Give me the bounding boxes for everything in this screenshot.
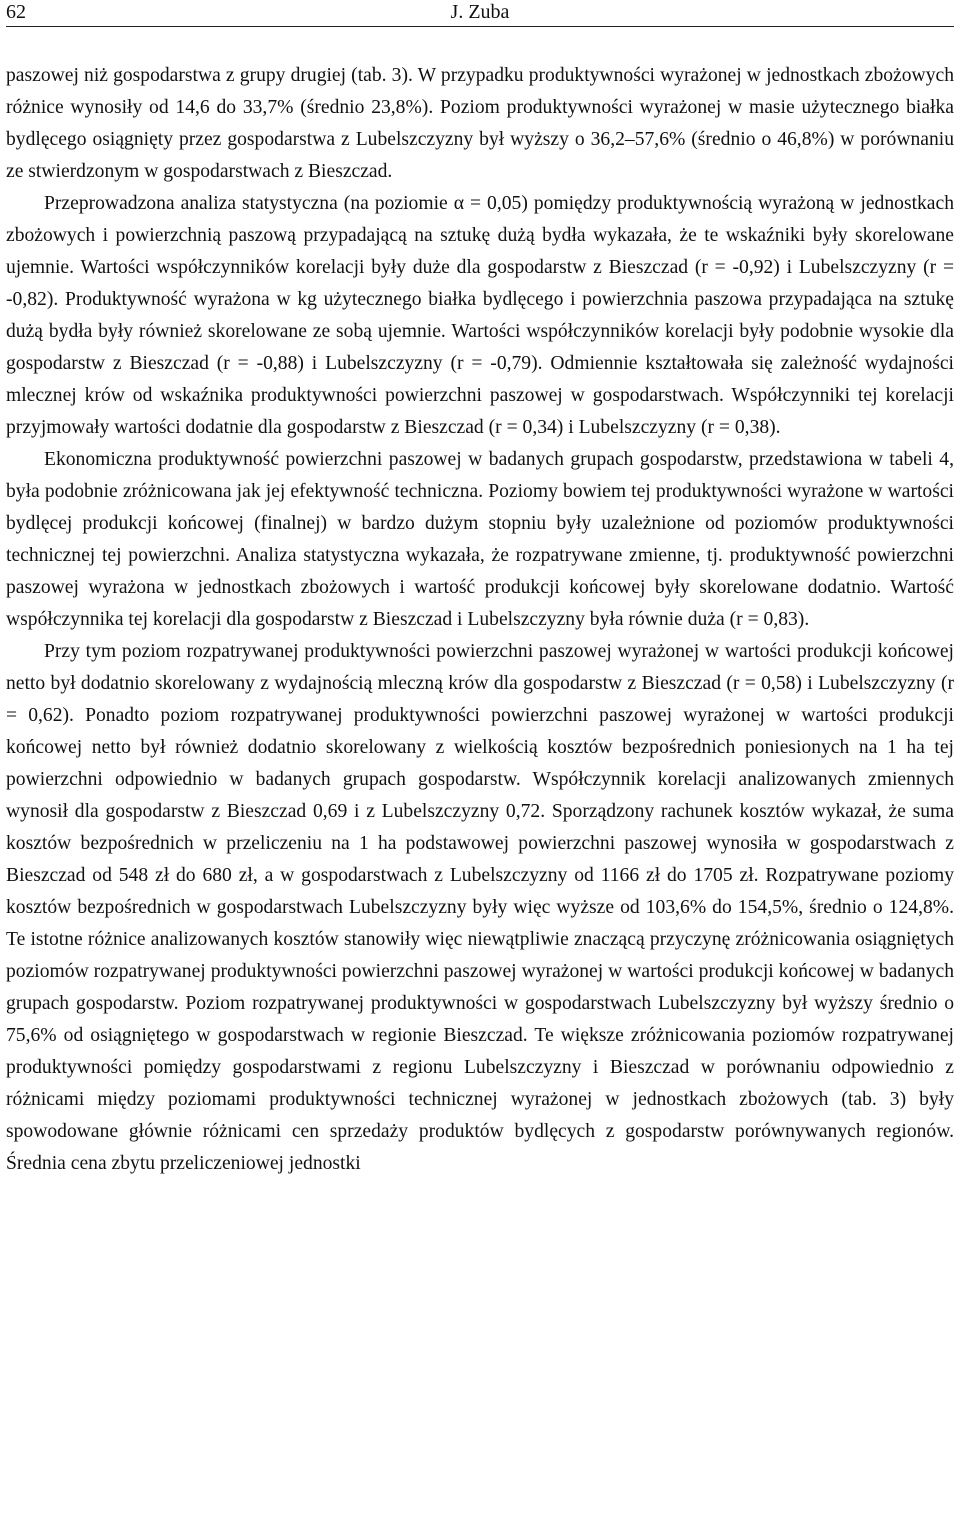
- paragraph-3: Ekonomiczna produktywność powierzchni paszowej w badanych grupach gospodarstw, przedstawiona w tabeli 4, była podobnie zróżnicowana jak jej efektywność techniczna. Poziomy bowiem tej produktywności wyrażone w wartości bydlęcej produkcji końcowej (finalnej) w bardzo dużym stopniu były uzależnione od poziomów produktywności technicznej tej powierzchni. Analiza statystyczna wykazała, że rozpatrywane zmienne, tj. produktywność powierzchni paszowej wyrażona w jednostkach zbożowych i wartość produkcji końcowej były skorelowane dodatnio. Wartość współczynnika tej korelacji dla gospodarstw z Bieszczad i Lubelszczyzny była równie duża (r = 0,83).: [6, 449, 954, 630]
- body-text: [6, 60, 954, 1180]
- page-header: [6, 0, 954, 27]
- paragraph-1: paszowej niż gospodarstwa z grupy drugiej (tab. 3). W przypadku produktywności wyrażonej w jednostkach zbożowych różnice wynosiły od 14,6 do 33,7% (średnio 23,8%). Poziom produktywności wyrażonej w masie użytecznego białka bydlęcego osiągnięty przez gospodarstwa z Lubelszczyzny był wyższy o 36,2–57,6% (średnio o 46,8%) w porównaniu ze stwierdzonym w gospodarstwach z Bieszczad.: [6, 65, 954, 182]
- paragraph-4: Przy tym poziom rozpatrywanej produktywności powierzchni paszowej wyrażonej w wartości produkcji końcowej netto był dodatnio skorelowany z wydajnością mleczną krów dla gospodarstw z Bieszczad (r = 0,58) i Lubelszczyzny (r = 0,62). Ponadto poziom rozpatrywanej produktywności powierzchni paszowej wyrażonej w wartości produkcji końcowej netto był również dodatnio skorelowany z wielkością kosztów bezpośrednich poniesionych na 1 ha tej powierzchni odpowiednio w badanych grupach gospodarstw. Współczynnik korelacji analizowanych zmiennych wynosił dla gospodarstw z Bieszczad 0,69 i z Lubelszczyzny 0,72. Sporządzony rachunek kosztów wykazał, że suma kosztów bezpośrednich w przeliczeniu na 1 ha podstawowej powierzchni paszowej wynosiła w gospodarstwach z Bieszczad od 548 zł do 680 zł, a w gospodarstwach z Lubelszczyzny od 1166 zł do 1705 zł. Rozpatrywane poziomy kosztów bezpośrednich w gospodarstwach Lubelszczyzny były więc wyższe od 103,6% do 154,5%, średnio o 124,8%. Te istotne różnice analizowanych kosztów stanowiły więc niewątpliwie znaczącą przyczynę zróżnicowania osiągniętych poziomów rozpatrywanej produktywności powierzchni paszowej wyrażonej w wartości produkcji końcowej w badanych grupach gospodarstw. Poziom rozpatrywanej produktywności w gospodarstwach Lubelszczyzny był wyższy średnio o 75,6% od osiągniętego w gospodarstwach w regionie Bieszczad. Te większe zróżnicowania poziomów rozpatrywanej produktywności pomiędzy gospodarstwami z regionu Lubelszczyzny i Bieszczad w porównaniu odpowiednio z różnicami między poziomami produktywności technicznej wyrażonej w jednostkach zbożowych (tab. 3) były spowodowane głównie różnicami cen sprzedaży produktów bydlęcych z gospodarstw porównywanych regionów. Średnia cena zbytu przeliczeniowej jednostki: [6, 641, 954, 1174]
- running-head: J. Zuba: [450, 1, 510, 23]
- page-number: 62: [6, 1, 26, 23]
- paragraph-2: Przeprowadzona analiza statystyczna (na poziomie α = 0,05) pomiędzy produktywnością wyrażoną w jednostkach zbożowych i powierzchnią paszową przypadającą na sztukę dużą bydła wykazała, że te wskaźniki były skorelowane ujemnie. Wartości współczynników korelacji były duże dla gospodarstw z Bieszczad (r = -0,92) i Lubelszczyzny (r = -0,82). Produktywność wyrażona w kg użytecznego białka bydlęcego i powierzchnia paszowa przypadająca na sztukę dużą bydła były również skorelowane ze sobą ujemnie. Wartości współczynników korelacji były podobnie wysokie dla gospodarstw z Bieszczad (r = -0,88) i Lubelszczyzny (r = -0,79). Odmiennie kształtowała się zależność wydajności mlecznej krów od wskaźnika produktywności powierzchni paszowej w gospodarstwach. Współczynniki tej korelacji przyjmowały wartości dodatnie dla gospodarstw z Bieszczad (r = 0,34) i Lubelszczyzny (r = 0,38).: [6, 193, 954, 438]
